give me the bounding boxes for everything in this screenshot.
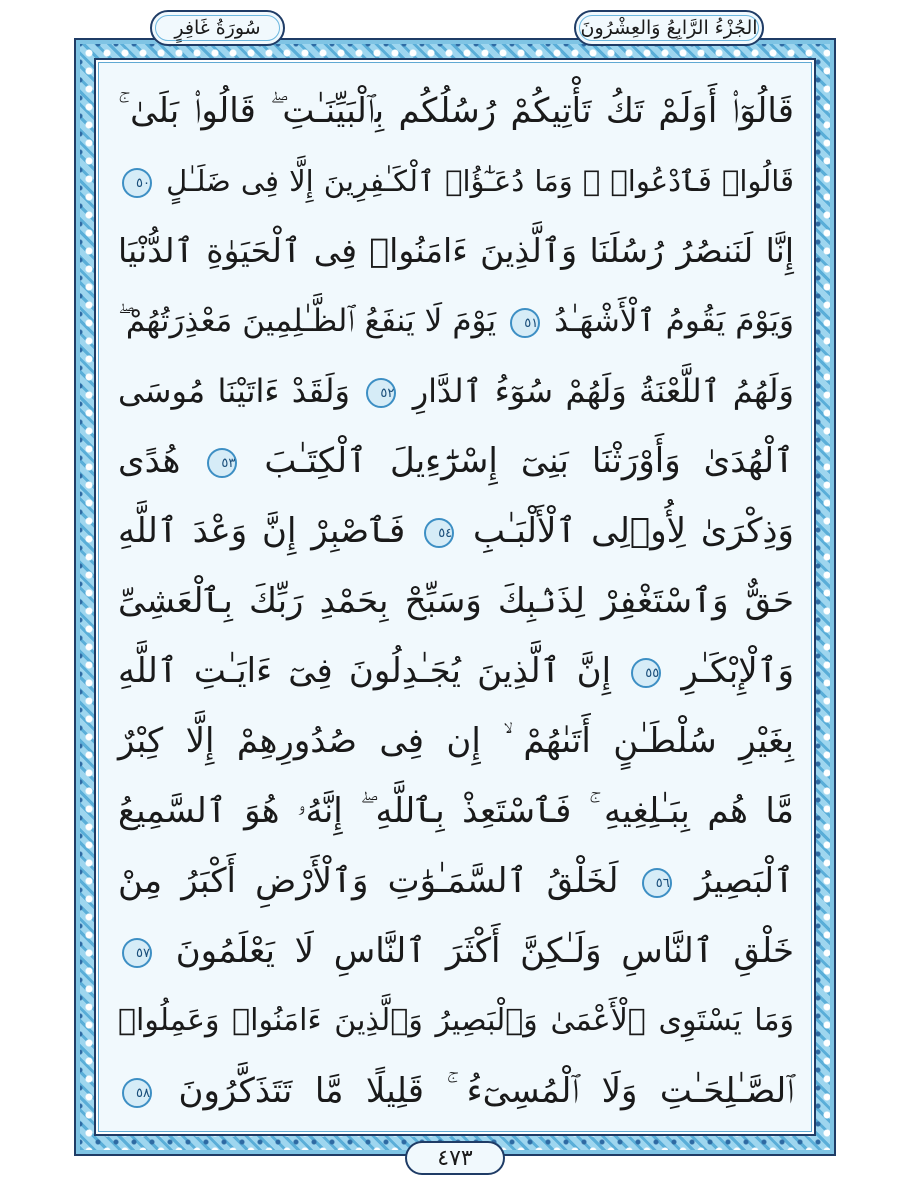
verse-text: إِنَّ ٱلَّذِينَ يُجَـٰدِلُونَ فِىٓ ءَايَـٰتِ ٱللَّهِ — [118, 651, 612, 691]
verse-marker: ٥٦ — [642, 868, 672, 898]
verse-text: بِغَيْرِ سُلْطَـٰنٍ أَتَىٰهُمْ ۙ إِن فِى صُدُورِهِمْ إِلَّا كِبْرٌ — [118, 721, 794, 761]
verse-text: ٱلصَّـٰلِحَـٰتِ وَلَا ٱلْمُسِىٓءُ ۚ قَلِيلًا مَّا تَتَذَكَّرُونَ — [178, 1071, 794, 1111]
verse-text: وَمَا يَسْتَوِى ٱلْأَعْمَىٰ وَٱلْبَصِيرُ وَٱلَّذِينَ ءَامَنُوا۟ وَعَمِلُوا۟ — [118, 1003, 794, 1038]
page-number — [405, 1141, 505, 1175]
verse-marker: ٥٥ — [631, 658, 661, 688]
verse-line — [118, 846, 794, 916]
page-number-text: ٤٧٣ — [437, 1145, 473, 1171]
juz-header — [574, 10, 764, 46]
verse-text: ٱلْبَصِيرُ — [694, 861, 795, 901]
verse-line — [118, 986, 794, 1056]
verse-text: وَٱلْإِبْكَـٰرِ — [681, 651, 795, 691]
verse-text: فَٱصْبِرْ إِنَّ وَعْدَ ٱللَّهِ — [118, 511, 406, 551]
verse-text: هُدًى — [118, 441, 181, 481]
verse-marker: ٥٤ — [424, 518, 454, 548]
verse-line — [118, 1056, 794, 1126]
verse-text: وَلَهُمُ ٱللَّعْنَةُ وَلَهُمْ سُوٓءُ ٱلدَّارِ — [412, 372, 794, 410]
verse-text: وَيَوْمَ يَقُومُ ٱلْأَشْهَـٰدُ — [554, 303, 795, 339]
verse-text: وَذِكْرَىٰ لِأُو۟لِى ٱلْأَلْبَـٰبِ — [473, 511, 794, 551]
verse-marker: ٥٧ — [122, 938, 152, 968]
verse-text: قَالُوا۟ فَٱدْعُوا۟ ۗ وَمَا دُعَـٰٓؤُا۟ ٱلْكَـٰفِرِينَ إِلَّا فِى ضَلَـٰلٍ — [166, 164, 795, 198]
verse-line — [118, 496, 794, 566]
surah-title: سُورَةُ غَافِرٍ — [174, 17, 261, 39]
verse-text: ٱلْهُدَىٰ وَأَوْرَثْنَا بَنِىٓ إِسْرَٰٓءِيلَ ٱلْكِتَـٰبَ — [264, 441, 794, 481]
verse-line — [118, 356, 794, 426]
verse-line — [118, 146, 794, 216]
verse-text: خَلْقِ ٱلنَّاسِ وَلَـٰكِنَّ أَكْثَرَ ٱلنَّاسِ لَا يَعْلَمُونَ — [175, 931, 794, 971]
verse-line — [118, 216, 794, 286]
verse-line — [118, 286, 794, 356]
verse-text: لَخَلْقُ ٱلسَّمَـٰوَٰتِ وَٱلْأَرْضِ أَكْبَرُ مِنْ — [118, 861, 619, 901]
verse-text: يَوْمَ لَا يَنفَعُ ٱلظَّـٰلِمِينَ مَعْذِرَتُهُمْ ۖ — [118, 303, 497, 339]
juz-title: الجُزْءُ الرَّابِعُ وَالعِشْرُونَ — [580, 17, 758, 39]
verse-marker: ٥٠ — [122, 168, 152, 198]
verse-marker: ٥١ — [510, 308, 540, 338]
verse-marker: ٥٢ — [366, 378, 396, 408]
verse-text: مَّا هُم بِبَـٰلِغِيهِ ۚ فَٱسْتَعِذْ بِٱللَّهِ ۖ إِنَّهُۥ هُوَ ٱلسَّمِيعُ — [118, 791, 794, 831]
verse-marker: ٥٨ — [122, 1078, 152, 1108]
verse-line — [118, 566, 794, 636]
verse-line — [118, 636, 794, 706]
verse-text: وَلَقَدْ ءَاتَيْنَا مُوسَى — [118, 372, 350, 410]
verse-text: إِنَّا لَنَنصُرُ رُسُلَنَا وَٱلَّذِينَ ءَامَنُوا۟ فِى ٱلْحَيَوٰةِ ٱلدُّنْيَا — [118, 231, 794, 270]
verse-text: قَالُوٓا۟ أَوَلَمْ تَكُ تَأْتِيكُمْ رُسُلُكُم بِٱلْبَيِّنَـٰتِ ۖ قَالُوا۟ بَلَىٰ ۚ — [118, 91, 794, 131]
verse-line — [118, 916, 794, 986]
verse-line — [118, 426, 794, 496]
verse-line — [118, 706, 794, 776]
verse-marker: ٥٣ — [207, 448, 237, 478]
verse-lines — [118, 76, 794, 1134]
verse-line — [118, 776, 794, 846]
verse-text: حَقٌّ وَٱسْتَغْفِرْ لِذَنۢبِكَ وَسَبِّحْ بِحَمْدِ رَبِّكَ بِٱلْعَشِىِّ — [118, 581, 794, 621]
surah-header — [150, 10, 285, 46]
verse-line — [118, 76, 794, 146]
